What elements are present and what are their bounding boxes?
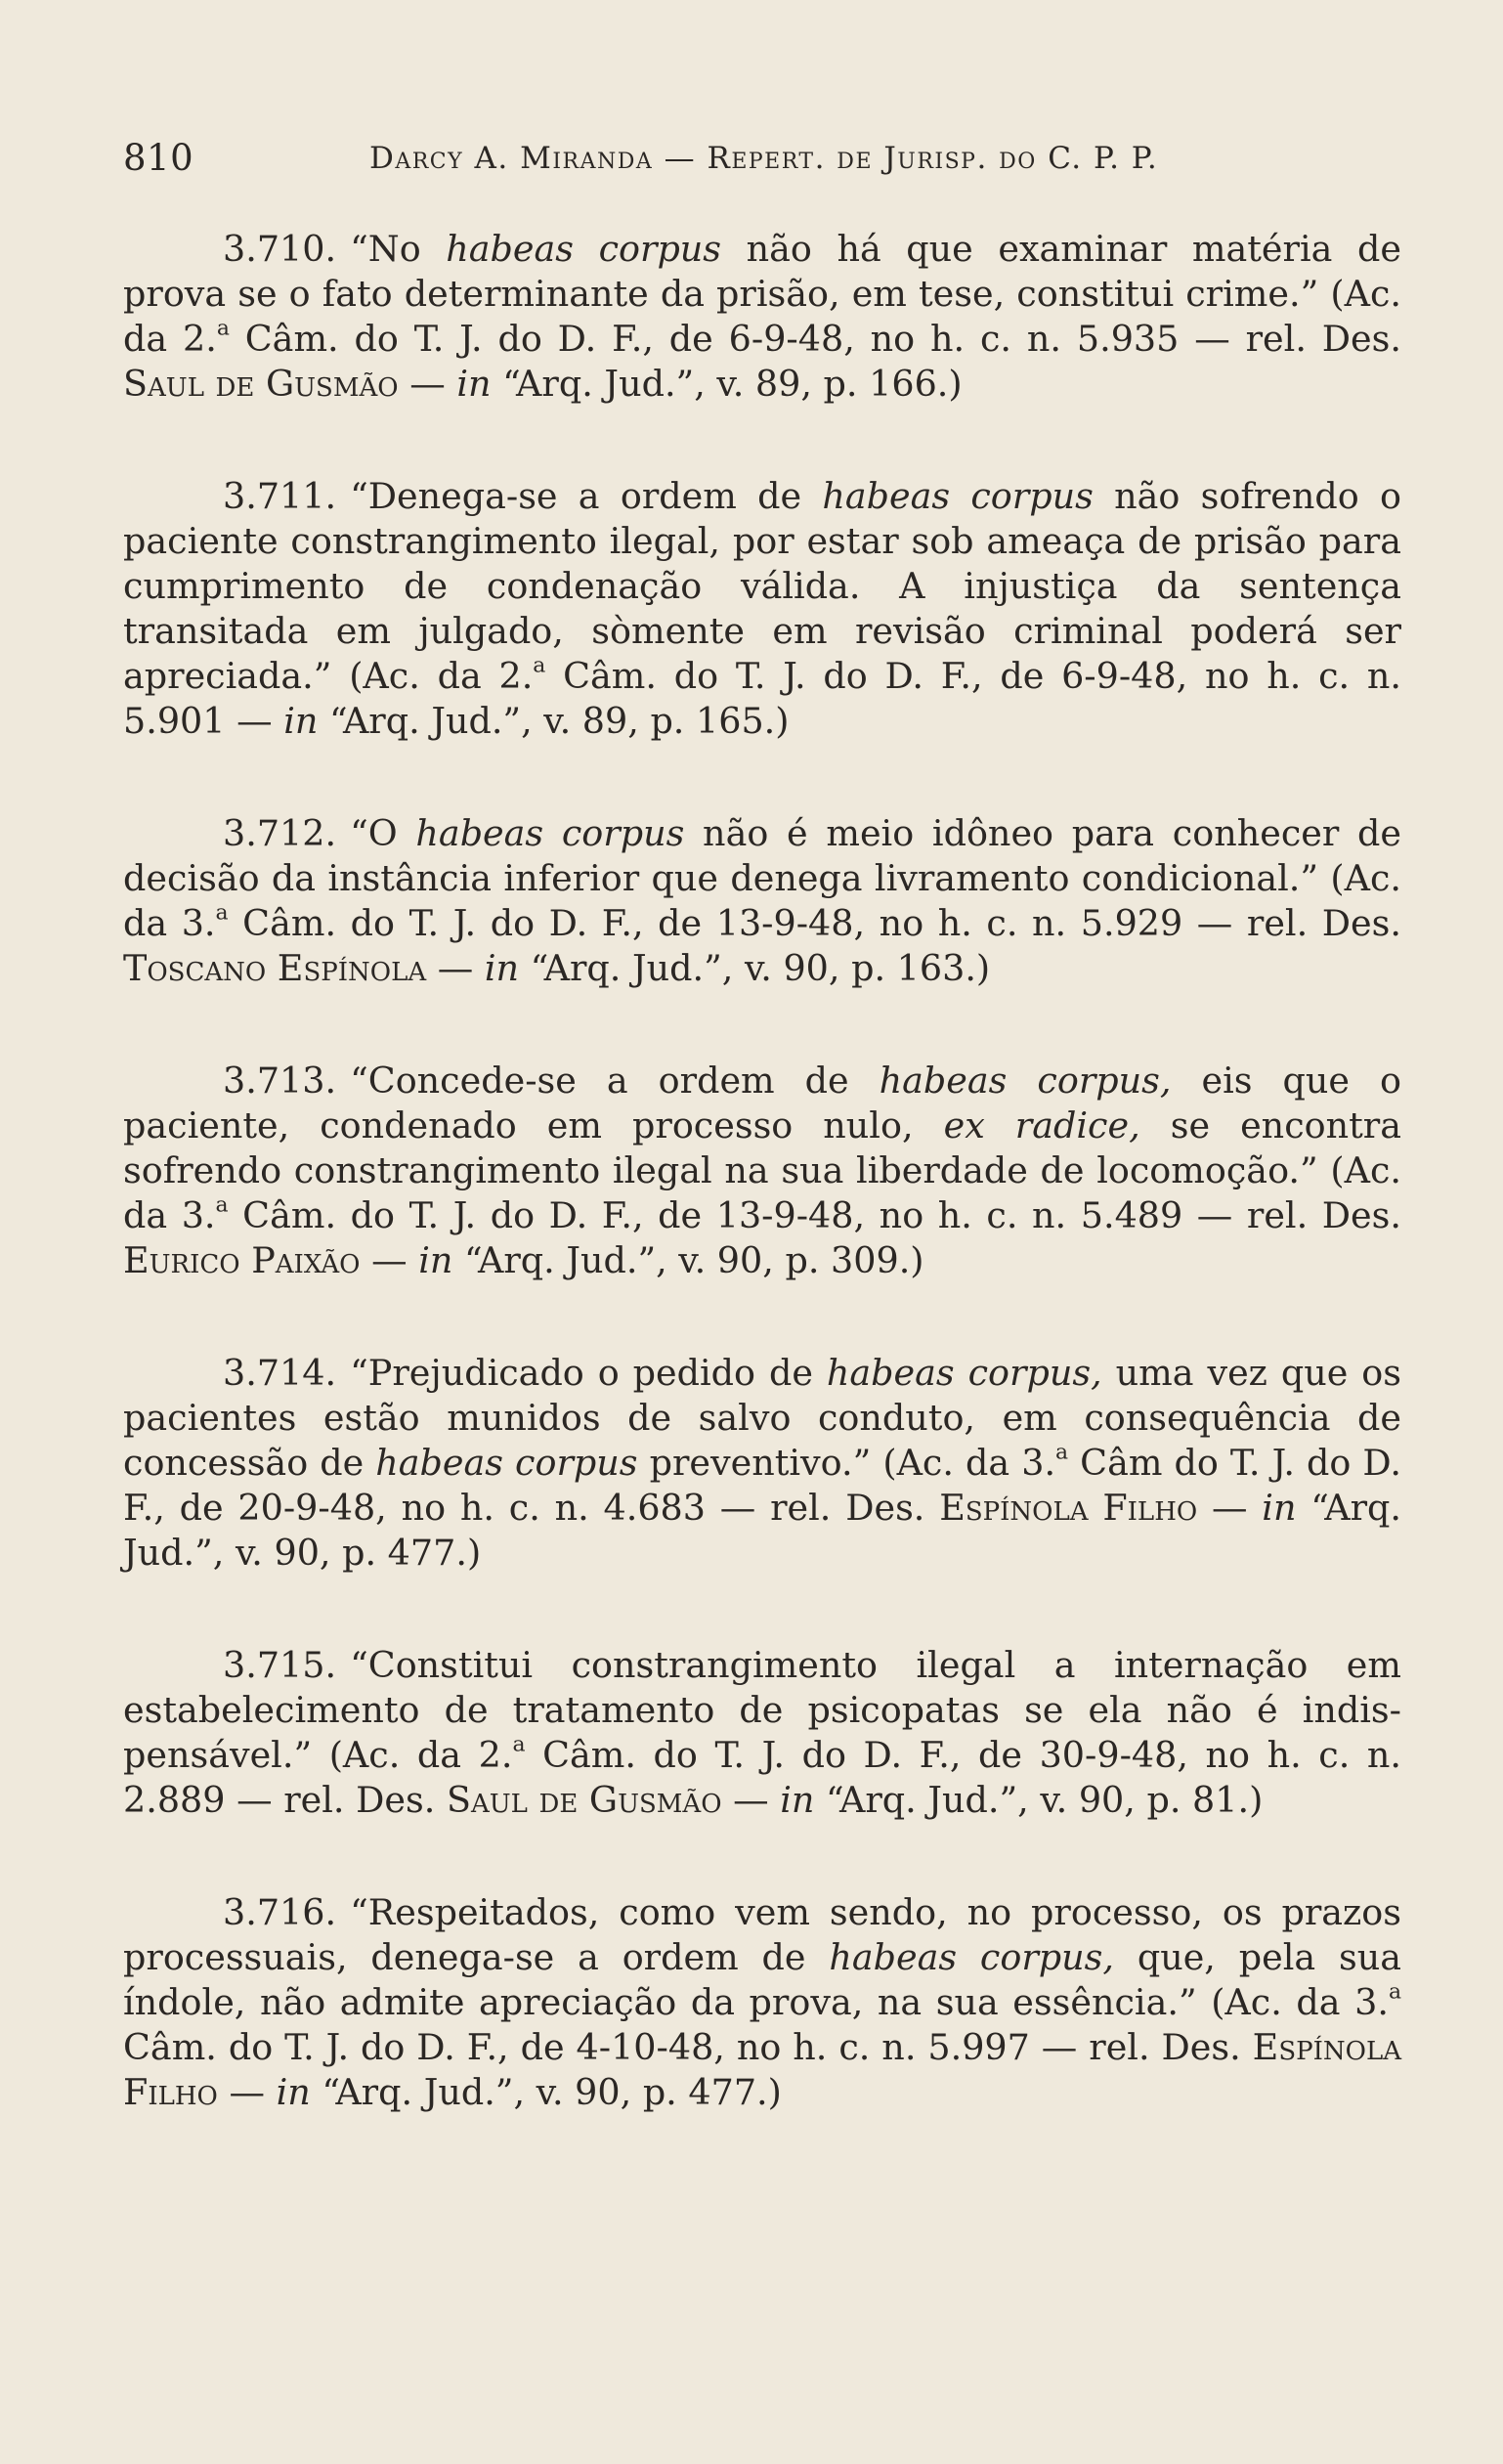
ordinal-marker: a (216, 316, 230, 341)
entry-text: “Arq. Jud.”, v. 90, p. 477.) (310, 2071, 782, 2113)
judge-name: Toscano Espínola (123, 947, 427, 989)
ordinal-marker: a (215, 1192, 229, 1218)
entry-text: Câm. do T. J. do D. F., de 13-9-48, no h. c. n. 5.489 — rel. Des. (228, 1194, 1401, 1236)
entry-text: preventivo.” (Ac. da 3. (637, 1442, 1056, 1484)
entry-text: se encontra sofrendo constrangimento ilegal na sua liberdade de locomoção.” (Ac. da 3. (123, 1104, 1401, 1236)
entry-text: Câm. do T. J. do D. F., de 30-9-48, no h. c. n. 2.889 — rel. Des. (123, 1734, 1401, 1821)
jurisprudence-entries (123, 227, 1401, 2183)
italic-term: habeas corpus, (829, 1936, 1114, 1978)
entry-text: “Constitui constrangimento ilegal a internação em estabelecimento de tratamento de psicopatas se ela não é indispensável.” (Ac. da 2. (123, 1644, 1401, 1776)
italic-term: in (484, 947, 520, 989)
italic-term: ex radice, (943, 1104, 1140, 1146)
entry-text: — (398, 363, 457, 405)
ordinal-marker: a (1388, 1979, 1401, 2005)
entry-text: não há que examinar matéria de prova se o fato determinante da prisão, em tese, constitui crime.” (Ac. da 2. (123, 228, 1401, 360)
italic-term: in (283, 700, 319, 742)
entry-3714 (123, 1351, 1401, 1576)
entry-text: Câm. do T. J. do D. F., de 13-9-48, no h. c. n. 5.929 — rel. Des. (228, 902, 1401, 944)
entry-number: 3.714. (223, 1352, 337, 1394)
ordinal-marker: a (533, 653, 546, 678)
ordinal-marker: a (215, 900, 229, 926)
italic-term: in (276, 2071, 311, 2113)
entry-text: não é meio idôneo para conhecer de decisão da instância inferior que denega livramento condicional.” (Ac. da 3. (123, 812, 1401, 944)
entry-text: “Denega-se a ordem de (350, 475, 823, 517)
entry-text: “Arq. Jud.”, v. 89, p. 166.) (491, 363, 963, 405)
entry-3715 (123, 1643, 1401, 1823)
entry-3712 (123, 811, 1401, 991)
italic-term: in (456, 363, 492, 405)
judge-name: Eurico Paixão (123, 1239, 361, 1281)
entry-text: Câm. do T. J. do D. F., de 6-9-48, no h. c. n. 5.901 — (123, 655, 1401, 742)
italic-term: habeas corpus (375, 1442, 638, 1484)
judge-name: Saul de Gusmão (446, 1779, 722, 1821)
entry-text: — (721, 1779, 781, 1821)
entry-3711 (123, 474, 1401, 744)
entry-3716 (123, 1890, 1401, 2115)
ordinal-marker: a (512, 1732, 526, 1757)
italic-term: in (780, 1779, 815, 1821)
page-header (123, 137, 1401, 186)
entry-text: “Arq. Jud.”, v. 90, p. 163.) (519, 947, 991, 989)
entry-text: Câm. do T. J. do D. F., de 4-10-48, no h. c. n. 5.997 — rel. Des. (123, 2026, 1253, 2068)
entry-text: — (360, 1239, 419, 1281)
italic-term: habeas corpus (822, 475, 1094, 517)
entry-number: 3.713. (223, 1059, 337, 1102)
entry-text: “Arq. Jud.”, v. 89, p. 165.) (318, 700, 790, 742)
italic-term: habeas corpus (446, 228, 722, 270)
entry-text: “Prejudicado o pedido de (350, 1352, 827, 1394)
italic-term: in (418, 1239, 453, 1281)
italic-term: habeas corpus (415, 812, 685, 854)
running-head: Darcy A. Miranda — Repert. de Jurisp. do C. P. P. (369, 141, 1159, 176)
italic-term: habeas corpus, (826, 1352, 1102, 1394)
entry-text: — (426, 947, 485, 989)
entry-3713 (123, 1059, 1401, 1283)
entry-text: uma vez que os pacientes estão munidos de salvo conduto, em consequência de concessão de (123, 1352, 1402, 1484)
entry-text: Câm. do T. J. do D. F., de 6-9-48, no h. c. n. 5.935 — rel. Des. (229, 318, 1401, 360)
ordinal-marker: a (1055, 1440, 1069, 1465)
entry-text: “No (350, 228, 447, 270)
entry-text: “O (350, 812, 416, 854)
entry-text: “Respeitados, como vem sendo, no processo, os prazos processuais, denega-se a ordem de (123, 1891, 1401, 1978)
entry-text: Câm do T. J. do D. F., de 20-9-48, no h. c. n. 4.683 — rel. Des. (123, 1442, 1401, 1529)
entry-number: 3.711. (223, 475, 337, 517)
entry-text: “Arq. Jud.”, v. 90, p. 309.) (452, 1239, 924, 1281)
entry-text: não sofrendo o paciente constrangimento ilegal, por estar sob ameaça de prisão para cumprimento de condenação válida. A injustiça da sentença transitada em julgado, sòmente em revisão criminal poderá ser apreciada.” (Ac. da 2. (123, 475, 1401, 697)
entry-text: — (1197, 1487, 1263, 1529)
judge-name: Espínola Filho (939, 1487, 1198, 1529)
judge-name: Saul de Gusmão (123, 363, 399, 405)
italic-term: habeas corpus, (879, 1059, 1172, 1102)
italic-term: in (1262, 1487, 1297, 1529)
entry-text: “Arq. Jud.”, v. 90, p. 477.) (123, 1487, 1401, 1574)
entry-3710 (123, 227, 1401, 407)
page-number: 810 (123, 137, 194, 179)
entry-text: que, pela sua índole, não admite apreciação da prova, na sua essência.” (Ac. da 3. (123, 1936, 1401, 2023)
entry-text: “Arq. Jud.”, v. 90, p. 81.) (814, 1779, 1264, 1821)
entry-number: 3.715. (223, 1644, 337, 1686)
judge-name: Espínola Filho (123, 2026, 1401, 2113)
entry-text: “Concede-se a ordem de (350, 1059, 880, 1102)
entry-number: 3.710. (223, 228, 337, 270)
entry-number: 3.716. (223, 1891, 337, 1933)
entry-text: — (217, 2071, 277, 2113)
entry-number: 3.712. (223, 812, 337, 854)
entry-text: eis que o paciente, condenado em processo nulo, (123, 1059, 1401, 1146)
